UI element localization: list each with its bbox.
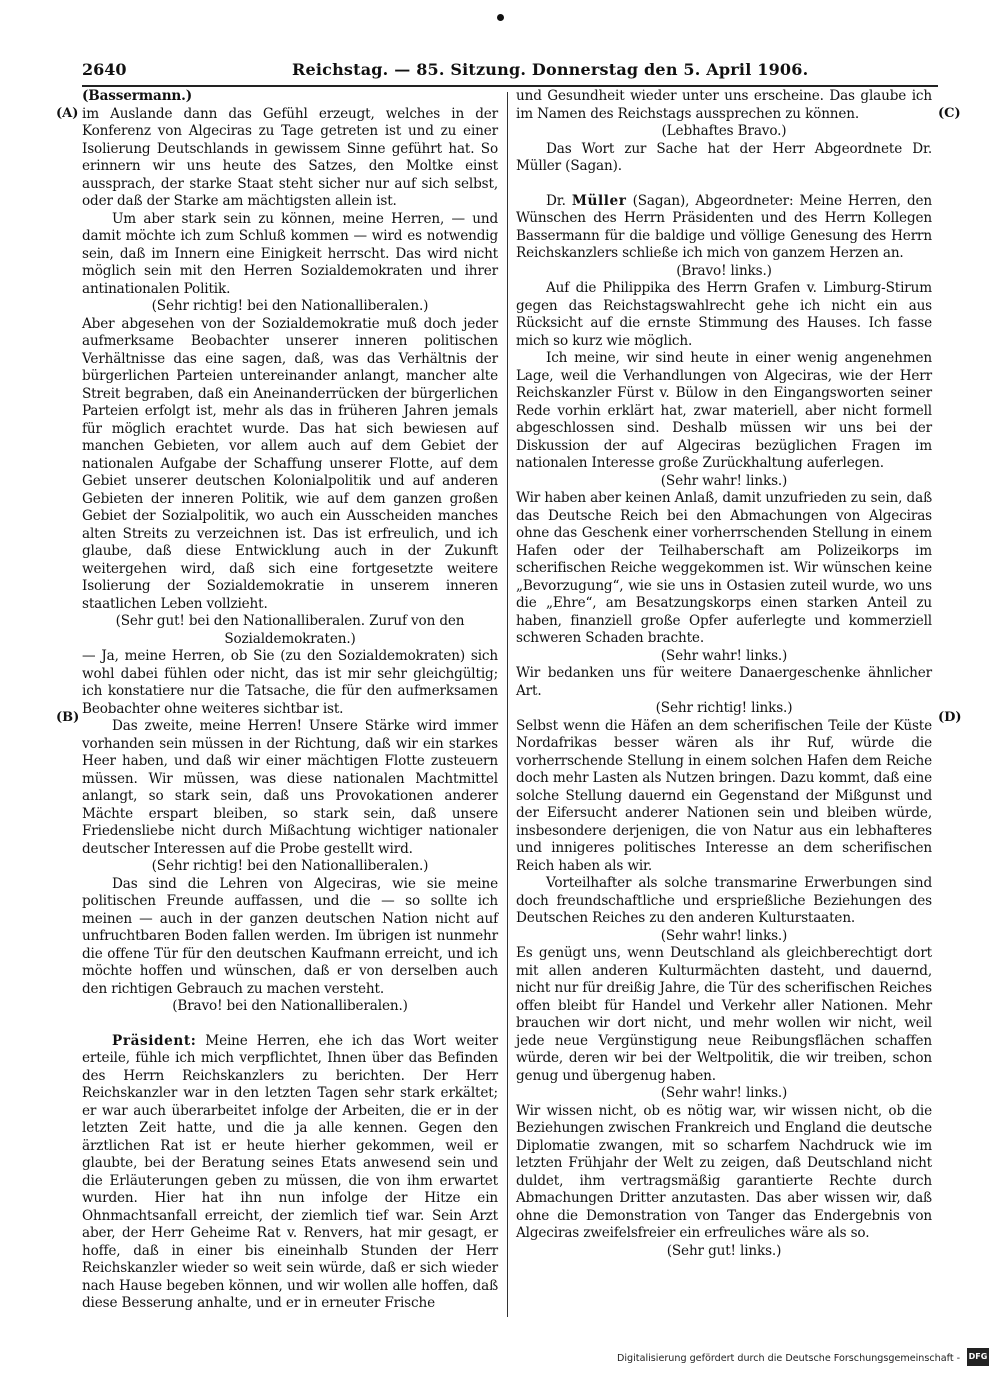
speaker-paragraph xyxy=(516,193,932,263)
interjection: (Sehr wahr! links.) xyxy=(660,1085,788,1101)
interjection: (Lebhaftes Bravo.) xyxy=(661,123,787,139)
speaker-note: (Bassermann.) xyxy=(82,88,193,104)
paragraph: Das Wort zur Sache hat der Herr Abgeordnete Dr. Müller (Sagan). xyxy=(516,140,932,174)
paragraph: Das zweite, meine Herren! Unsere Stärke wird immer vorhanden sein müssen in der Richtung, daß wir ein starkes Heer haben, und daß wir einer mächtigen Flotte zusteuern müssen. Wir müssen, was diese nationalen Machtmittel anlangt, so stark sein, daß uns Provokationen anderer Mächte erspart bleiben, so stark sein, daß unsere Friedensliebe nicht durch Mißachtung wichtiger nationaler deutscher Interessen auf die Probe gestellt wird. xyxy=(82,718,498,857)
footer-text: Digitalisierung gefördert durch die Deutsche Forschungsgemeinschaft - xyxy=(617,1353,961,1364)
top-dot-mark xyxy=(497,14,504,21)
paragraph: Das sind die Lehren von Algeciras, wie sie meine politischen Freunde auffassen, und die — so sollte ich meinen — auch in der ganzen deutschen Nation nicht auf unfruchtbaren Boden fallen werden. Im übrigen ist nunmehr die offene Tür für den deutschen Kaufmann erreicht, und ich möchte hoffen und wünschen, daß er von derselben auch den richtigen Gebrauch zu machen versteht. xyxy=(82,875,498,997)
paragraph: Es genügt uns, wenn Deutschland als gleichberechtigt dort mit allen anderen Kulturmächten dasteht, und dauernd, nicht nur für dreißig Jahre, die Tür des scherifischen Reiches offen bleibt für Handel und Verkehr aller Nationen. Mehr brauchen wir dort nicht, und mehr wollen wir nicht, weil jede neue Vergünstigung neue Reibungsflächen schaffen würde, deren wir bei der Weltpolitik, die wir treiben, schon genug und übergenug haben. xyxy=(516,945,932,1084)
paragraph: Um aber stark sein zu können, meine Herren, — und damit möchte ich zum Schluß kommen — wird es notwendig sein, daß im Innern eine Einigkeit herrscht. Das wird nicht möglich sein mit den Herren Sozialdemokraten und ihrer antinationalen Politik. xyxy=(82,210,498,297)
speaker-name: Müller xyxy=(571,192,627,209)
margin-marker-c: (C) xyxy=(938,106,961,121)
interjection: (Sehr gut! bei den Nationalliberalen. Zuruf von den Sozialdemokraten.) xyxy=(115,613,465,647)
paragraph: Auf die Philippika des Herrn Grafen v. Limburg-Stirum gegen das Reichstagswahlrecht gehe ich nicht ein aus Rücksicht auf die ernste Stimmung des Hauses. Ich fasse mich so kurz wie möglich. xyxy=(516,280,932,349)
interjection: (Sehr richtig! bei den Nationalliberalen.) xyxy=(151,858,429,874)
page-number: 2640 xyxy=(82,60,127,79)
interjection: (Sehr wahr! links.) xyxy=(660,647,788,664)
left-column xyxy=(82,88,498,1313)
digitization-footer xyxy=(617,1347,997,1371)
interjection: (Sehr wahr! links.) xyxy=(660,927,788,944)
paragraph-text: Meine Herren, ehe ich das Wort weiter erteile, fühle ich mich verpflichtet, Ihnen über das Befinden des Herrn Reichskanzlers zu berichten. Der Herr Reichskanzler war in den letzten Tagen sehr stark erkältet; er war auch überarbeitet infolge der Arbeiten, die er in der letzten Zeit hatte, und die ja alle kennen. Gegen den ärztlichen Rat ist er heute hierher gekommen, weil er glaubte, bei der Beratung seines Etats anwesend sein und die Erläuterungen geben zu müssen, die von ihm erwartet wurden. Hier hat ihn nun infolge der Hitze ein Ohnmachtsanfall erreicht, der ziemlich tief war. Sein Arzt aber, der Herr Geheime Rat v. Renvers, hat mir gesagt, er hoffe, daß in einer bis eineinhalb Stunden der Herr Reichskanzler wieder so weit sein würde, daß er sich wieder nach Hause begeben können, und wir wollen alle hoffen, daß diese Besserung anhalte, und er in erneuter Frische xyxy=(82,1032,499,1311)
right-column xyxy=(516,88,932,1260)
interjection: (Bravo! bei den Nationalliberalen.) xyxy=(172,998,408,1014)
margin-marker-b: (B) xyxy=(56,710,80,725)
speaker-name: Präsident: xyxy=(112,1032,197,1049)
paragraph: Ich meine, wir sind heute in einer wenig angenehmen Lage, weil die Verhandlungen von Algeciras, wie der Herr Reichskanzler Fürst v. Bülow in den Eingangsworten seiner Rede vorhin erklärt hat, zwar materiell, aber nicht formell abgeschlossen sind. Deshalb müssen wir uns bei der Diskussion der auf Algeciras bezüglichen Fragen im nationalen Interesse große Zurückhaltung auferlegen. xyxy=(516,350,932,471)
interjection: (Sehr richtig! links.) xyxy=(655,700,793,716)
speaker-title: Dr. xyxy=(546,192,566,209)
paragraph: Vorteilhafter als solche transmarine Erwerbungen sind doch freundschaftliche und ersprießliche Beziehungen des Deutschen Reiches zu den anderen Kulturstaaten. xyxy=(516,875,932,926)
paragraph: Wir wissen nicht, ob es nötig war, wir wissen nicht, ob die Beziehungen zwischen Frankreich und England die deutsche Diplomatie zwangen, mit so scharfem Nachdruck wie im letzten Frühjahr der Welt zu zeigen, daß Deutschland nicht duldet, ihm vertragsmäßig garantierte Rechte durch Abmachungen Dritter anzutasten. Das aber wissen wir, daß ohne die Demonstration von Tanger das Endergebnis von Algeciras zweifelsfreier ein erfreuliches wäre als so. xyxy=(516,1102,932,1241)
column-divider xyxy=(507,92,508,1317)
paragraph: Wir haben aber keinen Anlaß, damit unzufrieden zu sein, daß das Deutsche Reich bei den Abmachungen von Algeciras ohne das Geschenk einer vorherrschenden Stellung in einem Hafen oder der Teilhaberschaft am Polizeikorps im scherifischen Reiche weggekommen ist. Wir wünschen keine „Bevorzugung“, wie sie uns in Ostasien zuteil wurde, wo uns die „Ehre“, am Besatzungskorps einen starken Anteil zu haben, finanziell große Opfer auferlegte und kommerziell schweren Schaden brachte. xyxy=(516,490,932,646)
paragraph: im Auslande dann das Gefühl erzeugt, welches in der Konferenz von Algeciras zu Tage getreten ist und zu einer Isolierung Deutschlands in gewissem Sinne geführt hat. So erinnern wir uns heute des Satzes, den Moltke einst aussprach, der starke Staat steht sicher nur auf sich selbst, oder daß der Starke am mächtigsten allein ist. xyxy=(82,105,498,209)
interjection: (Sehr gut! links.) xyxy=(666,1242,782,1259)
paragraph: — Ja, meine Herren, ob Sie (zu den Sozialdemokraten) sich wohl dabei fühlen oder nicht, das ist mir sehr gleichgültig; ich konstatiere nur die Tatsache, die für den aufmerksamen Beobachter ohne weiteres sichtbar ist. xyxy=(82,648,498,717)
paragraph: und Gesundheit wieder unter uns erscheine. Das glaube ich im Namen des Reichstags aussprechen zu können. xyxy=(516,88,932,122)
paragraph-text: (Sagan), Abgeordneter: Meine Herren, den Wünschen des Herrn Präsidenten und des Herrn Kollegen Bassermann für die baldige und völlige Genesung des Herrn Reichskanzlers schließe ich mich von ganzem Herzen an. xyxy=(516,192,932,261)
president-paragraph xyxy=(82,1033,498,1313)
interjection: (Bravo! links.) xyxy=(676,262,772,279)
paragraph: Aber abgesehen von der Sozialdemokratie muß doch jeder aufmerksame Beobachter unserer inneren politischen Verhältnisse das eine sagen, daß, was das Verhältnis der bürgerlichen Parteien untereinander anlangt, mancher alte Streit begraben, daß ein Aneinanderrücken der bürgerlichen Parteien erfolgt ist, mehr als das in früheren Jahren jemals für möglich erachtet wurde. Das hat sich bewiesen auf manchen Gebieten, vor allem auch auf dem Gebiet der nationalen Aufgabe der Schaffung unserer Flotte, auf dem Gebiet unserer deutschen Kolonialpolitik und auf anderen Gebieten der inneren Politik, wie auf dem ganzen großen Gebiet der Sozialpolitik, wo auch ein Ausscheiden manches alten Streits zu verzeichnen ist. Das ist erfreulich, und ich glaube, daß diese Entwicklung auch in der Zukunft weitergehen wird, daß sich eine fortgesetzte weitere Isolierung der Sozialdemokratie in unserem inneren staatlichen Leben vollzieht. xyxy=(82,315,498,612)
running-title: Reichstag. — 85. Sitzung. Donnerstag den 5. April 1906. xyxy=(292,60,809,79)
interjection: (Sehr wahr! links.) xyxy=(660,472,788,489)
margin-marker-d: (D) xyxy=(938,710,962,725)
margin-marker-a: (A) xyxy=(56,106,79,121)
paragraph: Selbst wenn die Häfen an dem scherifischen Teile der Küste Nordafrikas besser wären als ihr Ruf, würde die vorherrschende Stellung in einem solchen Hafen dem Reiche doch mehr Lasten als Nutzen bringen. Dazu kommt, daß eine solche Stellung dauernd ein Gegenstand der Mißgunst und der Eifersucht anderer Nationen sein und bleiben würde, insbesondere derjenigen, die von Natur aus ein lebhafteres und innigeres politisches Interesse an dem scherifischen Reich haben als wir. xyxy=(516,717,932,874)
header-rule xyxy=(82,85,938,87)
paragraph: Wir bedanken uns für weitere Danaergeschenke ähnlicher Art. xyxy=(516,665,932,699)
dfg-logo: DFG xyxy=(967,1348,989,1366)
interjection: (Sehr richtig! bei den Nationalliberalen.) xyxy=(151,298,429,314)
page-header xyxy=(82,60,938,84)
